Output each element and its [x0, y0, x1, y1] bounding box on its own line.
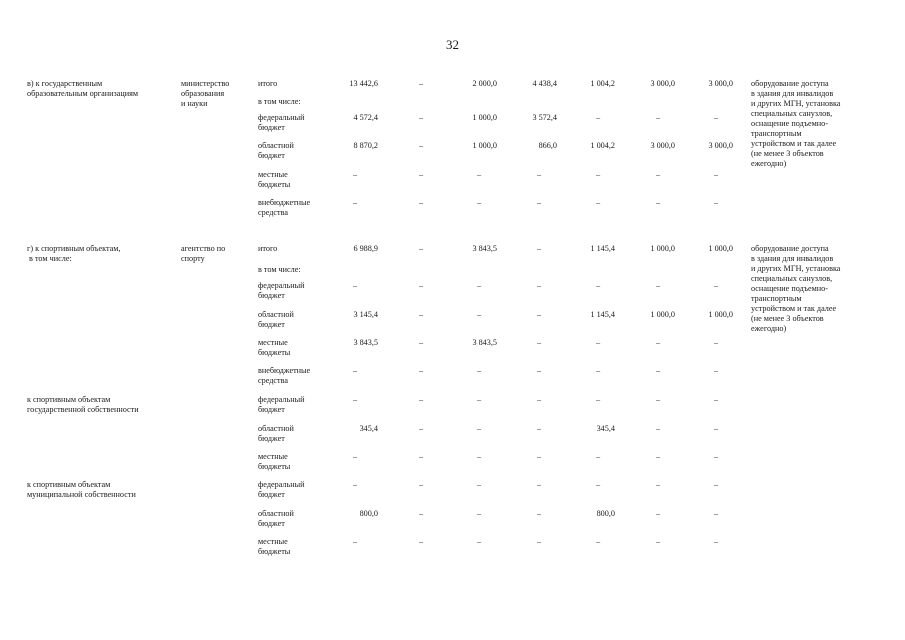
amount-cell: 3 000,0 [650, 79, 675, 88]
executor-label: министерство образования и науки [181, 79, 230, 108]
amount-cell: 3 572,4 [532, 113, 557, 122]
funding-source-label: областной бюджет [258, 141, 294, 160]
empty-value-dash: – [713, 338, 719, 347]
empty-value-dash: – [476, 170, 482, 179]
empty-value-dash: – [713, 170, 719, 179]
empty-value-dash: – [536, 537, 542, 546]
empty-value-dash: – [595, 395, 601, 404]
amount-cell: 13 442,6 [349, 79, 378, 88]
funding-source-label: внебюджетные средства [258, 366, 311, 385]
amount-cell: 1 004,2 [590, 141, 615, 150]
empty-value-dash: – [536, 244, 542, 253]
empty-value-dash: – [536, 452, 542, 461]
amount-cell: 345,4 [596, 424, 615, 433]
funding-source-label: местные бюджеты [258, 338, 291, 357]
empty-value-dash: – [655, 424, 661, 433]
empty-value-dash: – [713, 113, 719, 122]
empty-value-dash: – [713, 281, 719, 290]
empty-value-dash: – [536, 509, 542, 518]
empty-value-dash: – [655, 509, 661, 518]
empty-value-dash: – [655, 170, 661, 179]
amount-cell: 1 000,0 [708, 310, 733, 319]
empty-value-dash: – [713, 395, 719, 404]
amount-cell: 800,0 [596, 509, 615, 518]
empty-value-dash: – [595, 281, 601, 290]
empty-value-dash: – [418, 452, 424, 461]
empty-value-dash: – [595, 480, 601, 489]
empty-value-dash: – [352, 480, 358, 489]
object-label: в) к государственным образовательным организациям [27, 79, 139, 98]
amount-cell: 8 870,2 [353, 141, 378, 150]
funding-source-label: в том числе: [258, 265, 301, 274]
result-text: оборудование доступа в здания для инвалидов и других МГН, установка специальных санузлов, оснащение подъемно- транспортным устройством и так далее (не менее 3 объектов ежегодно) [751, 79, 841, 168]
amount-cell: 1 004,2 [590, 79, 615, 88]
empty-value-dash: – [418, 198, 424, 207]
funding-source-label: итого [258, 244, 278, 253]
empty-value-dash: – [352, 170, 358, 179]
amount-cell: 345,4 [359, 424, 378, 433]
funding-source-label: местные бюджеты [258, 170, 291, 189]
object-label: к спортивным объектам государственной собственности [27, 395, 139, 414]
funding-source-label: в том числе: [258, 97, 301, 106]
funding-source-label: местные бюджеты [258, 537, 291, 556]
amount-cell: 6 988,9 [353, 244, 378, 253]
empty-value-dash: – [713, 480, 719, 489]
empty-value-dash: – [352, 452, 358, 461]
empty-value-dash: – [352, 395, 358, 404]
empty-value-dash: – [595, 113, 601, 122]
empty-value-dash: – [418, 338, 424, 347]
empty-value-dash: – [655, 113, 661, 122]
empty-value-dash: – [655, 338, 661, 347]
empty-value-dash: – [655, 198, 661, 207]
empty-value-dash: – [352, 366, 358, 375]
empty-value-dash: – [476, 310, 482, 319]
empty-value-dash: – [352, 281, 358, 290]
empty-value-dash: – [418, 79, 424, 88]
amount-cell: 3 843,5 [472, 338, 497, 347]
funding-source-label: федеральный бюджет [258, 480, 305, 499]
amount-cell: 800,0 [359, 509, 378, 518]
empty-value-dash: – [476, 424, 482, 433]
amount-cell: 1 145,4 [590, 310, 615, 319]
empty-value-dash: – [418, 170, 424, 179]
empty-value-dash: – [536, 338, 542, 347]
amount-cell: 3 145,4 [353, 310, 378, 319]
empty-value-dash: – [595, 366, 601, 375]
amount-cell: 3 000,0 [650, 141, 675, 150]
empty-value-dash: – [713, 452, 719, 461]
amount-cell: 3 843,5 [353, 338, 378, 347]
object-label: г) к спортивным объектам, в том числе: [27, 244, 121, 263]
empty-value-dash: – [476, 366, 482, 375]
empty-value-dash: – [595, 452, 601, 461]
empty-value-dash: – [476, 537, 482, 546]
funding-source-label: федеральный бюджет [258, 395, 305, 414]
empty-value-dash: – [476, 480, 482, 489]
empty-value-dash: – [655, 395, 661, 404]
empty-value-dash: – [595, 170, 601, 179]
empty-value-dash: – [536, 281, 542, 290]
empty-value-dash: – [536, 395, 542, 404]
empty-value-dash: – [418, 244, 424, 253]
empty-value-dash: – [536, 366, 542, 375]
amount-cell: 866,0 [538, 141, 557, 150]
empty-value-dash: – [352, 537, 358, 546]
amount-cell: 2 000,0 [472, 79, 497, 88]
empty-value-dash: – [713, 509, 719, 518]
executor-label: агентство по спорту [181, 244, 226, 263]
amount-cell: 1 000,0 [650, 310, 675, 319]
empty-value-dash: – [655, 366, 661, 375]
empty-value-dash: – [655, 452, 661, 461]
empty-value-dash: – [418, 395, 424, 404]
empty-value-dash: – [655, 281, 661, 290]
funding-source-label: местные бюджеты [258, 452, 291, 471]
empty-value-dash: – [352, 198, 358, 207]
funding-source-label: областной бюджет [258, 424, 294, 443]
empty-value-dash: – [476, 452, 482, 461]
empty-value-dash: – [655, 537, 661, 546]
empty-value-dash: – [536, 198, 542, 207]
empty-value-dash: – [713, 366, 719, 375]
empty-value-dash: – [418, 537, 424, 546]
empty-value-dash: – [476, 281, 482, 290]
empty-value-dash: – [713, 424, 719, 433]
funding-source-label: федеральный бюджет [258, 281, 305, 300]
amount-cell: 1 000,0 [650, 244, 675, 253]
empty-value-dash: – [418, 480, 424, 489]
empty-value-dash: – [418, 310, 424, 319]
amount-cell: 1 000,0 [708, 244, 733, 253]
funding-source-label: внебюджетные средства [258, 198, 311, 217]
funding-source-label: итого [258, 79, 278, 88]
empty-value-dash: – [476, 395, 482, 404]
amount-cell: 1 000,0 [472, 141, 497, 150]
amount-cell: 3 000,0 [708, 79, 733, 88]
empty-value-dash: – [418, 113, 424, 122]
empty-value-dash: – [595, 537, 601, 546]
empty-value-dash: – [536, 480, 542, 489]
amount-cell: 4 438,4 [532, 79, 557, 88]
empty-value-dash: – [418, 509, 424, 518]
empty-value-dash: – [476, 509, 482, 518]
amount-cell: 1 145,4 [590, 244, 615, 253]
funding-source-label: областной бюджет [258, 310, 294, 329]
empty-value-dash: – [536, 310, 542, 319]
amount-cell: 1 000,0 [472, 113, 497, 122]
empty-value-dash: – [418, 141, 424, 150]
empty-value-dash: – [536, 424, 542, 433]
empty-value-dash: – [536, 170, 542, 179]
object-label: к спортивным объектам муниципальной собственности [27, 480, 136, 499]
empty-value-dash: – [418, 366, 424, 375]
page-number: 32 [446, 37, 459, 52]
amount-cell: 3 843,5 [472, 244, 497, 253]
empty-value-dash: – [418, 424, 424, 433]
empty-value-dash: – [418, 281, 424, 290]
result-text: оборудование доступа в здания для инвалидов и других МГН, установка специальных санузлов, оснащение подъемно- транспортным устройством и так далее (не менее 3 объектов ежегодно) [751, 244, 841, 333]
amount-cell: 4 572,4 [353, 113, 378, 122]
empty-value-dash: – [476, 198, 482, 207]
empty-value-dash: – [655, 480, 661, 489]
empty-value-dash: – [595, 338, 601, 347]
empty-value-dash: – [713, 537, 719, 546]
funding-source-label: федеральный бюджет [258, 113, 305, 132]
empty-value-dash: – [713, 198, 719, 207]
funding-source-label: областной бюджет [258, 509, 294, 528]
empty-value-dash: – [595, 198, 601, 207]
amount-cell: 3 000,0 [708, 141, 733, 150]
